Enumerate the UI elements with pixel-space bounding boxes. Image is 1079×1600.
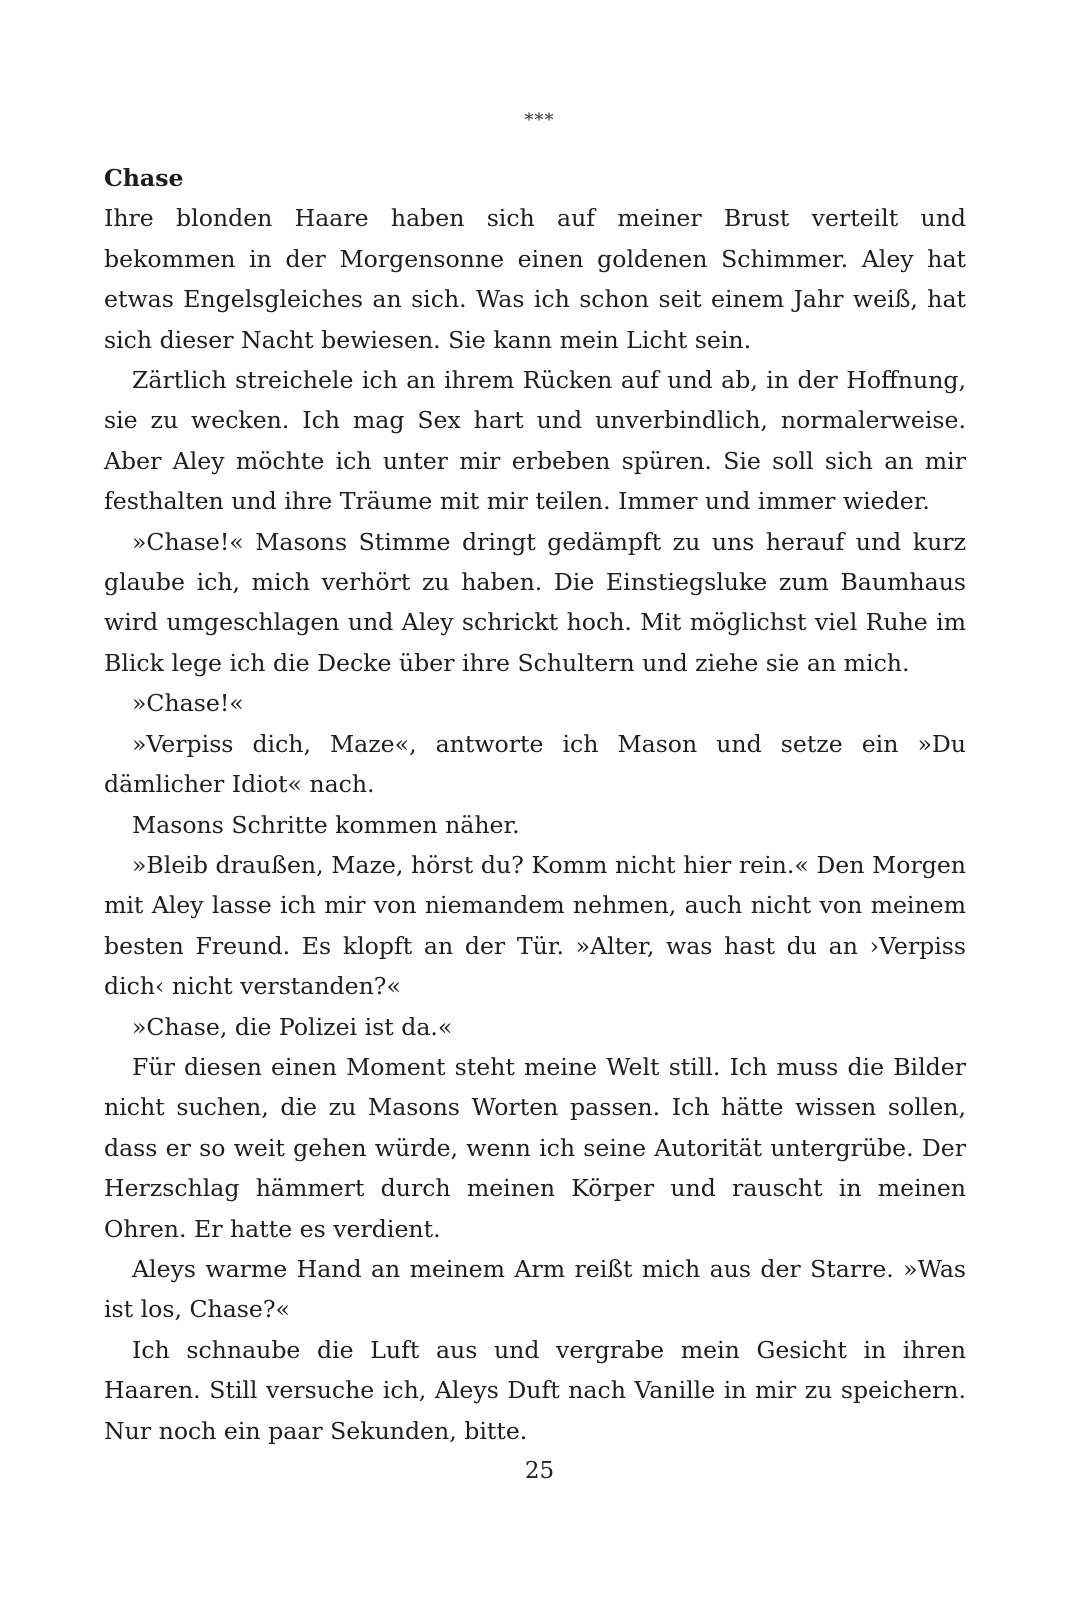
paragraph: »Chase, die Polizei ist da.« — [132, 1012, 453, 1041]
section-separator: *** — [524, 110, 555, 131]
paragraph: »Verpiss dich, Maze«, antworte ich Mason und setze ein »Du dämlicher Idiot« nach. — [104, 729, 966, 799]
paragraph: Aleys warme Hand an meinem Arm reißt mich aus der Starre. »Was ist los, Chase?« — [104, 1254, 966, 1324]
body-text — [104, 158, 966, 1451]
paragraph: »Chase!« — [132, 689, 244, 718]
paragraph: Zärtlich streichele ich an ihrem Rücken auf und ab, in der Hoffnung, sie zu wecken. Ich mag Sex hart und unverbindlich, normalerweise. Aber Aley möchte ich unter mir erbeben spüren. Sie soll sich an mir festhalten und ihre Träume mit mir teilen. Immer und immer wieder. — [104, 366, 966, 516]
paragraph: »Chase!« Masons Stimme dringt gedämpft zu uns herauf und kurz glaube ich, mich verhört zu haben. Die Einstiegsluke zum Baumhaus wird umgeschlagen und Aley schrickt hoch. Mit möglichst viel Ruhe im Blick lege ich die Decke über ihre Schultern und ziehe sie an mich. — [104, 527, 966, 677]
paragraph: Masons Schritte kommen näher. — [132, 810, 520, 839]
section-heading: Chase — [104, 164, 184, 192]
paragraph: »Bleib draußen, Maze, hörst du? Komm nicht hier rein.« Den Morgen mit Aley lasse ich mir von niemandem nehmen, auch nicht von meinem besten Freund. Es klopft an der Tür. »Alter, was hast du an ›Verpiss dich‹ nicht verstanden?« — [104, 850, 966, 1001]
paragraph: Ihre blonden Haare haben sich auf meiner Brust verteilt und bekommen in der Morgensonne einen goldenen Schimmer. Aley hat etwas Engelsgleiches an sich. Was ich schon seit einem Jahr weiß, hat sich dieser Nacht bewiesen. Sie kann mein Licht sein. — [104, 204, 966, 354]
paragraph: Für diesen einen Moment steht meine Welt still. Ich muss die Bilder nicht suchen, die zu Masons Worten passen. Ich hätte wissen sollen, dass er so weit gehen würde, wenn ich seine Autorität untergrübe. Der Herzschlag hämmert durch meinen Körper und rauscht in meinen Ohren. Er hatte es verdient. — [104, 1052, 966, 1243]
paragraph: Ich schnaube die Luft aus und vergrabe mein Gesicht in ihren Haaren. Still versuche ich, Aleys Duft nach Vanille in mir zu speichern. Nur noch ein paar Sekunden, bitte. — [104, 1335, 966, 1445]
page-number: 25 — [524, 1458, 555, 1484]
